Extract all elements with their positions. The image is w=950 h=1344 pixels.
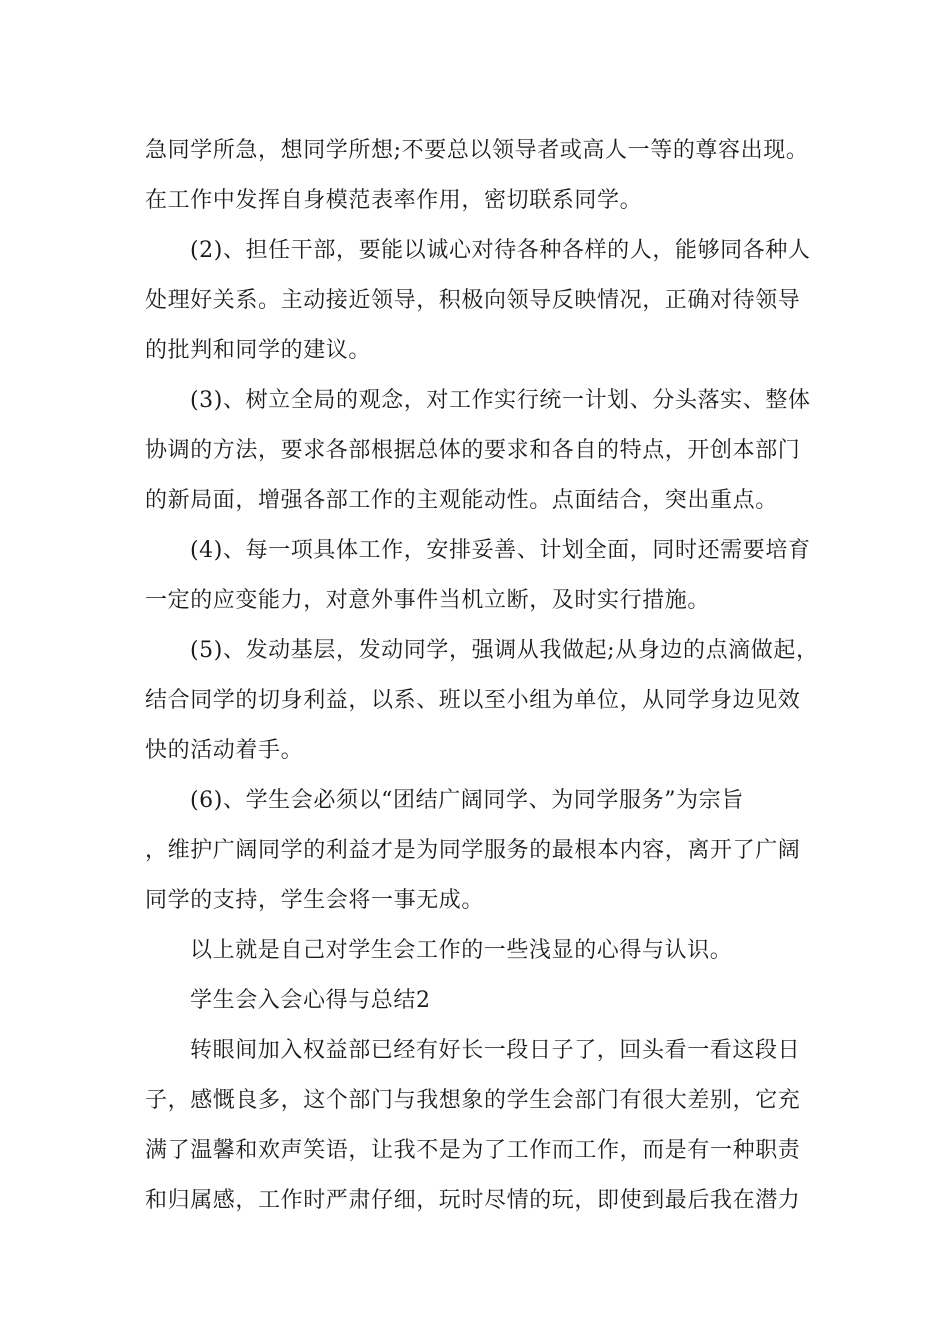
text-line: (6)、学生会必须以“团结广阔同学、为同学服务”为宗旨: [190, 788, 744, 813]
text-line: 一定的应变能力，对意外事件当机立断，及时实行措施。: [145, 588, 711, 613]
text-line: (2)、担任干部，要能以诚心对待各种各样的人，能够同各种人: [190, 238, 811, 263]
text-line: 的批判和同学的建议。: [145, 338, 372, 363]
text-line: 处理好关系。主动接近领导，积极向领导反映情况，正确对待领导: [145, 288, 801, 313]
text-line: 急同学所急，想同学所想;不要总以领导者或高人一等的尊容出现。: [145, 138, 809, 163]
text-line: 以上就是自己对学生会工作的一些浅显的心得与认识。: [190, 938, 733, 963]
section-heading: 学生会入会心得与总结2: [190, 988, 431, 1013]
text-line: 同学的支持，学生会将一事无成。: [145, 888, 485, 913]
text-line: (3)、树立全局的观念，对工作实行统一计划、分头落实、整体: [190, 388, 811, 413]
text-line: 转眼间加入权益部已经有好长一段日子了，回头看一看这段日: [190, 1038, 801, 1063]
text-line: 结合同学的切身利益，以系、班以至小组为单位，从同学身边见效: [145, 688, 801, 713]
text-line: 子，感慨良多，这个部门与我想象的学生会部门有很大差别，它充: [145, 1088, 801, 1113]
text-line: 的新局面，增强各部工作的主观能动性。点面结合，突出重点。: [145, 488, 778, 513]
text-line: (4)、每一项具体工作，安排妥善、计划全面，同时还需要培育: [190, 538, 811, 563]
text-line: 快的活动着手。: [145, 738, 304, 763]
text-line: 满了温馨和欢声笑语，让我不是为了工作而工作，而是有一种职责: [145, 1138, 801, 1163]
text-line: 协调的方法，要求各部根据总体的要求和各自的特点，开创本部门: [145, 438, 801, 463]
text-line: ，维护广阔同学的利益才是为同学服务的最根本内容，离开了广阔: [145, 838, 801, 863]
text-line: (5)、发动基层，发动同学，强调从我做起;从身边的点滴做起，: [190, 638, 819, 663]
text-line: 和归属感，工作时严肃仔细，玩时尽情的玩，即使到最后我在潜力: [145, 1188, 801, 1213]
text-line: 在工作中发挥自身模范表率作用，密切联系同学。: [145, 188, 643, 213]
